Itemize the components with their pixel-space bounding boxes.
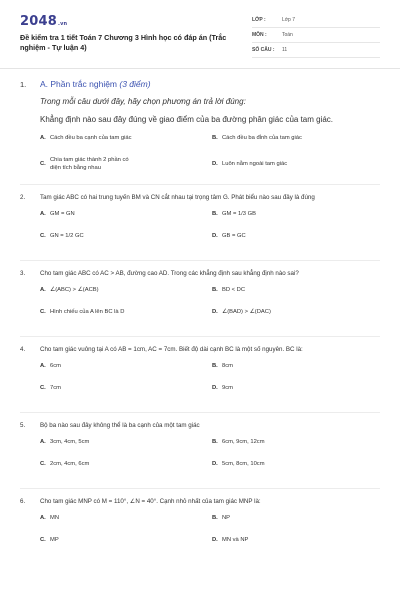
question-text: Khẳng định nào sau đây đúng về giao điểm của ba đường phân giác của tam giác.	[40, 115, 334, 124]
question-2	[20, 193, 380, 250]
option-text: MN và NP	[222, 537, 249, 543]
question-number: 1.	[20, 80, 27, 89]
answer-options	[40, 286, 380, 326]
meta-value: 11	[282, 47, 288, 53]
option-letter: D.	[212, 461, 218, 467]
option-letter: B.	[212, 211, 218, 217]
option-text: 8cm	[222, 363, 233, 369]
option-text: Cách đều ba đỉnh của tam giác	[222, 135, 302, 141]
answer-options	[40, 134, 380, 174]
question-number: 2.	[20, 194, 26, 201]
question-divider	[20, 184, 380, 185]
option-letter: D.	[212, 385, 218, 391]
option-letter: C.	[40, 233, 46, 239]
question-text: Bộ ba nào sau đây không thể là ba cạnh của một tam giác	[40, 422, 200, 429]
answer-options	[40, 514, 380, 554]
option-text: 7cm	[50, 385, 61, 391]
option-letter: C.	[40, 537, 46, 543]
meta-row-subject	[252, 29, 380, 43]
question-number: 6.	[20, 498, 26, 505]
option-letter: C.	[40, 309, 46, 315]
option-letter: A.	[40, 439, 46, 445]
option-text: GN = 1/2 GC	[50, 233, 84, 239]
question-number: 5.	[20, 422, 26, 429]
option-text: GM = 1/3 GB	[222, 211, 256, 217]
question-4	[20, 345, 380, 402]
question-text: Tam giác ABC có hai trung tuyến BM và CN cắt nhau tại trọng tâm G. Phát biểu nào sau đây là đúng	[40, 194, 315, 201]
section-heading	[20, 78, 380, 92]
option-text: GM = GN	[50, 211, 75, 217]
question-text: Cho tam giác ABC có AC > AB, đường cao AD. Trong các khẳng định sau khẳng định nào sai?	[40, 270, 299, 277]
question-header	[20, 421, 380, 431]
question-text: Cho tam giác vuông tại A có AB = 1cm, AC = 7cm. Biết độ dài cạnh BC là một số nguyên. BC là:	[40, 346, 303, 353]
question-header	[20, 193, 380, 203]
meta-row-class	[252, 14, 380, 28]
meta-value: Toán	[282, 32, 293, 38]
meta-label: LỚP :	[252, 17, 266, 23]
option-letter: D.	[212, 537, 218, 543]
meta-table	[252, 14, 380, 59]
page-header	[0, 0, 400, 60]
option-text: ∠(BAD) > ∠(DAC)	[222, 309, 271, 315]
option-letter: C.	[40, 161, 46, 167]
option-text: Cách đều ba cạnh của tam giác	[50, 135, 132, 141]
option-text: Chia tam giác thành 2 phần có diện tích bằng nhau	[50, 157, 129, 171]
option-text: MN	[50, 515, 60, 521]
question-1	[20, 78, 380, 174]
option-letter: B.	[212, 363, 218, 369]
question-divider	[20, 336, 380, 337]
option-text: 6cm, 9cm, 12cm	[222, 439, 265, 445]
option-text: Luôn nằm ngoài tam giác	[222, 161, 288, 167]
question-3	[20, 269, 380, 326]
question-divider	[20, 488, 380, 489]
logo-main: 2048	[20, 14, 57, 29]
question-number: 4.	[20, 346, 26, 353]
document-title: Đề kiểm tra 1 tiết Toán 7 Chương 3 Hình học có đáp án (Trắc nghiệm - Tự luận 4)	[20, 33, 227, 52]
option-letter: B.	[212, 439, 218, 445]
option-letter: A.	[40, 135, 46, 141]
option-letter: A.	[40, 363, 46, 369]
option-letter: B.	[212, 287, 218, 293]
meta-label: MÔN :	[252, 32, 267, 38]
option-text: BD < DC	[222, 287, 246, 293]
question-header	[20, 497, 380, 507]
option-text: GB = GC	[222, 233, 246, 239]
option-letter: A.	[40, 287, 46, 293]
answer-options	[40, 438, 380, 478]
meta-row-count	[252, 44, 380, 58]
option-text: MP	[50, 537, 59, 543]
option-text: 6cm	[50, 363, 61, 369]
option-text: NP	[222, 515, 231, 521]
answer-options	[40, 362, 380, 402]
site-logo[interactable]	[20, 14, 67, 29]
question-header	[20, 269, 380, 279]
section-points: (3 điểm)	[119, 79, 151, 89]
question-header	[20, 345, 380, 355]
section-instruction: Trong mỗi câu dưới đây, hãy chọn phương án trả lời đúng:	[40, 97, 246, 106]
option-letter: C.	[40, 385, 46, 391]
option-letter: A.	[40, 211, 46, 217]
question-5	[20, 421, 380, 478]
option-text: 9cm	[222, 385, 233, 391]
option-letter: A.	[40, 515, 46, 521]
option-text: 2cm, 4cm, 6cm	[50, 461, 90, 467]
option-letter: D.	[212, 309, 218, 315]
header-divider	[0, 68, 400, 69]
option-text: 5cm, 8cm, 10cm	[222, 461, 265, 467]
answer-options	[40, 210, 380, 250]
option-text: ∠(ABC) > ∠(ACB)	[50, 287, 99, 293]
meta-label: SỐ CÂU :	[252, 47, 275, 53]
question-text: Cho tam giác MNP có M = 110°, ∠N = 40°. Cạnh nhỏ nhất của tam giác MNP là:	[40, 498, 261, 505]
option-letter: D.	[212, 161, 218, 167]
exam-content	[20, 78, 380, 564]
option-text: Hình chiếu của A lên BC là D	[50, 309, 125, 315]
section-title	[40, 79, 151, 89]
question-6	[20, 497, 380, 554]
option-text: 3cm, 4cm, 5cm	[50, 439, 90, 445]
option-letter: B.	[212, 135, 218, 141]
option-letter: B.	[212, 515, 218, 521]
question-divider	[20, 260, 380, 261]
option-letter: D.	[212, 233, 218, 239]
question-divider	[20, 412, 380, 413]
meta-value: Lớp 7	[282, 17, 296, 23]
logo-sub: .vn	[57, 21, 68, 27]
option-letter: C.	[40, 461, 46, 467]
question-number: 3.	[20, 270, 26, 277]
section-title-text: A. Phần trắc nghiệm	[40, 79, 118, 89]
